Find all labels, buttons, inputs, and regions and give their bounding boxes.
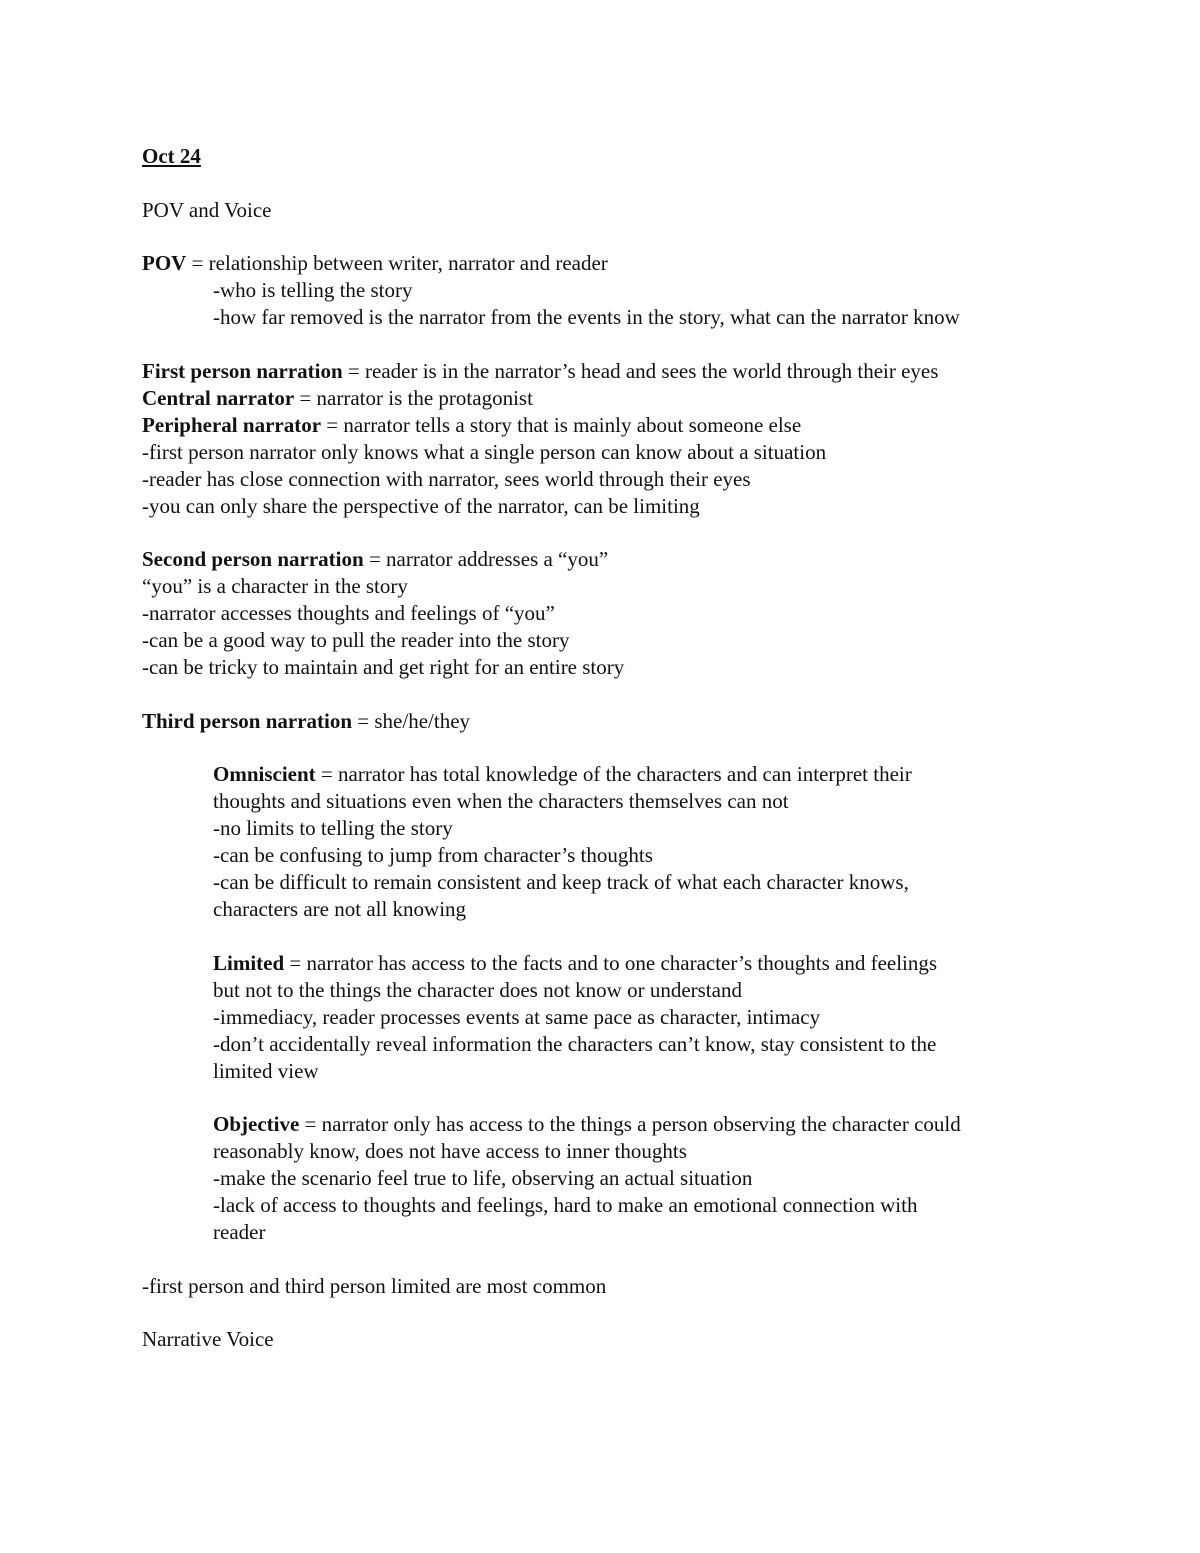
limited-line: -immediacy, reader processes events at same pace as character, intimacy xyxy=(213,1004,821,1029)
omniscient-line: thoughts and situations even when the characters themselves can not xyxy=(213,789,789,813)
date-heading: Oct 24 xyxy=(142,144,201,168)
limited-term: Limited xyxy=(213,950,285,975)
objective-line: reasonably know, does not have access to inner thoughts xyxy=(213,1139,687,1163)
second-person-definition: Second person narration = narrator addresses a “you” xyxy=(142,547,609,571)
second-person-point: -narrator accesses thoughts and feelings of “you” xyxy=(142,601,555,625)
omniscient-line: characters are not all knowing xyxy=(213,897,467,921)
pov-definition: POV = relationship between writer, narrator and reader xyxy=(142,251,608,275)
objective-line: reader xyxy=(213,1220,266,1244)
omniscient-line: -can be confusing to jump from character’s thoughts xyxy=(213,843,653,867)
objective-line: -lack of access to thoughts and feelings, hard to make an emotional connection with xyxy=(213,1193,918,1217)
omniscient-definition: Omniscient = narrator has total knowledge of the characters and can interpret their xyxy=(213,762,912,786)
first-person-point: -you can only share the perspective of the narrator, can be limiting xyxy=(142,493,700,518)
narrative-voice-heading: Narrative Voice xyxy=(142,1327,274,1351)
second-person-point: -can be a good way to pull the reader into the story xyxy=(142,628,570,652)
omniscient-term: Omniscient xyxy=(213,762,316,786)
peripheral-narrator-definition: Peripheral narrator = narrator tells a story that is mainly about someone else xyxy=(142,412,802,437)
topic-title: POV and Voice xyxy=(142,197,272,222)
objective-definition: Objective = narrator only has access to the things a person observing the character could xyxy=(213,1112,961,1136)
pov-point: -who is telling the story xyxy=(213,278,413,302)
notes-body xyxy=(142,143,1082,1353)
objective-line: -make the scenario feel true to life, observing an actual situation xyxy=(213,1166,753,1190)
central-narrator-term: Central narrator xyxy=(142,385,295,410)
limited-line: -don’t accidentally reveal information the characters can’t know, stay consistent to the xyxy=(213,1031,937,1056)
summary-note: -first person and third person limited are most common xyxy=(142,1273,607,1298)
third-person-definition: Third person narration = she/he/they xyxy=(142,708,471,733)
first-person-point: -first person narrator only knows what a single person can know about a situation xyxy=(142,439,827,464)
first-person-term: First person narration xyxy=(142,358,343,383)
pov-point: -how far removed is the narrator from the events in the story, what can the narrator know xyxy=(213,305,960,329)
central-narrator-definition: Central narrator = narrator is the protagonist xyxy=(142,385,533,410)
objective-term: Objective xyxy=(213,1112,300,1136)
peripheral-narrator-term: Peripheral narrator xyxy=(142,412,322,437)
second-person-point: “you” is a character in the story xyxy=(142,574,408,598)
limited-line: but not to the things the character does not know or understand xyxy=(213,977,742,1002)
third-person-term: Third person narration xyxy=(142,708,353,733)
omniscient-line: -no limits to telling the story xyxy=(213,816,453,840)
first-person-definition: First person narration = reader is in the narrator’s head and sees the world through their eyes xyxy=(142,358,939,383)
pov-term: POV xyxy=(142,251,187,275)
limited-definition: Limited = narrator has access to the facts and to one character’s thoughts and feelings xyxy=(213,950,938,975)
second-person-term: Second person narration xyxy=(142,547,364,571)
second-person-point: -can be tricky to maintain and get right for an entire story xyxy=(142,655,625,679)
omniscient-line: -can be difficult to remain consistent and keep track of what each character knows, xyxy=(213,870,909,894)
first-person-point: -reader has close connection with narrator, sees world through their eyes xyxy=(142,466,751,491)
limited-line: limited view xyxy=(213,1058,319,1083)
